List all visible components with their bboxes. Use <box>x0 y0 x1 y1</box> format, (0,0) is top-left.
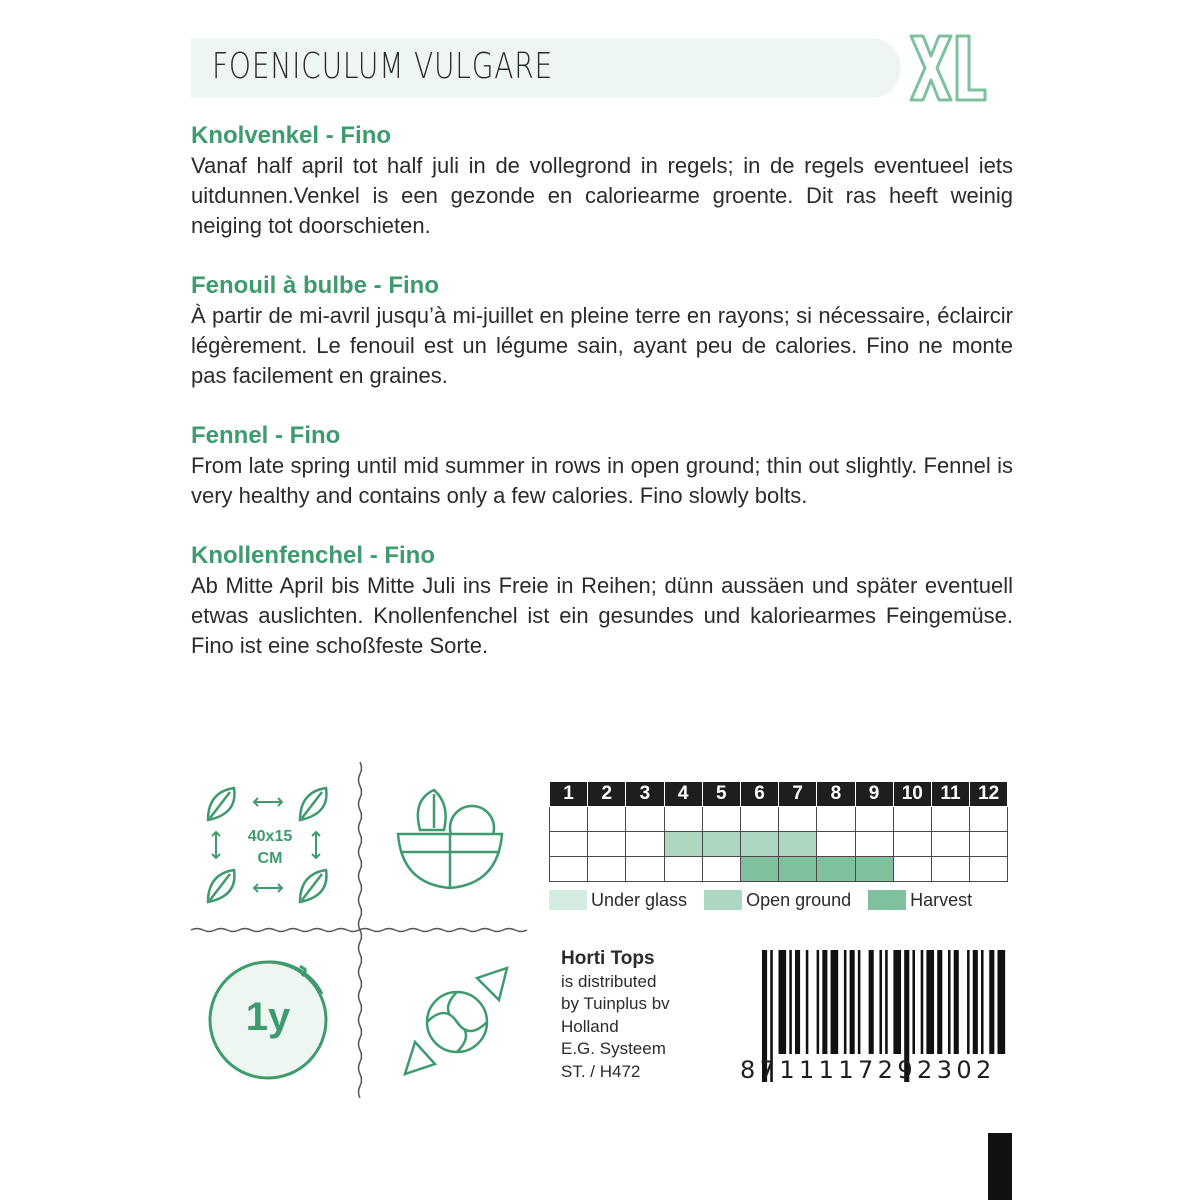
barcode-bar <box>789 950 792 1054</box>
latin-name-title: FOENICULUM VULGARE <box>212 46 554 87</box>
barcode-bar <box>998 950 1006 1054</box>
legend-swatch-under-glass <box>549 890 587 910</box>
section-english <box>191 421 1013 511</box>
xl-badge-icon <box>905 30 989 106</box>
calendar-cell <box>855 857 893 882</box>
section-body: À partir de mi-avril jusqu’à mi-juillet en pleine terre en rayons; si nécessaire, éclaircir légèrement. Le fenouil est un légume sain, ayant peu de calories. Fino ne monte pas facilement en graines. <box>191 303 1013 388</box>
month-2: 2 <box>588 782 626 807</box>
distributor-line: Holland <box>561 1016 619 1036</box>
barcode-bar <box>921 950 924 1054</box>
legend-swatch-harvest <box>868 890 906 910</box>
brand-name: Horti Tops <box>561 948 655 969</box>
calendar-cell <box>779 807 817 832</box>
calendar-cell <box>931 857 969 882</box>
calendar-cell <box>779 832 817 857</box>
legend-label: Under glass <box>591 889 688 910</box>
calendar-cell <box>664 807 702 832</box>
month-3: 3 <box>626 782 664 807</box>
calendar-cell <box>855 832 893 857</box>
calendar-cell <box>740 807 778 832</box>
calendar-cell <box>550 832 588 857</box>
calendar-cell <box>740 857 778 882</box>
calendar-cell <box>702 807 740 832</box>
barcode-bar <box>858 950 861 1054</box>
calendar-row-harvest <box>550 857 1008 882</box>
month-6: 6 <box>740 782 778 807</box>
distributor-line: E.G. Systeem <box>561 1039 666 1058</box>
section-body: From late spring until mid summer in rows in open ground; thin out slightly. Fennel is very healthy and contains only a few calories. Fino slowly bolts. <box>191 453 1013 508</box>
section-dutch <box>191 121 1013 241</box>
section-body: Ab Mitte April bis Mitte Juli ins Freie in Reihen; dünn aussäen und später eventuell etwas auslichten. Knollenfenchel ist ein gesundes und kaloriearmes Feingemüse. Fino ist eine schoßfeste Sorte. <box>191 573 1013 658</box>
month-8: 8 <box>817 782 855 807</box>
barcode-bar <box>869 950 874 1054</box>
barcode-bar <box>912 950 915 1054</box>
calendar-cell <box>740 832 778 857</box>
section-heading: Knolvenkel - Fino <box>191 122 392 149</box>
calendar-month-header <box>550 782 1008 807</box>
calendar-cell <box>817 832 855 857</box>
barcode-bar <box>879 950 882 1054</box>
calendar-cell <box>702 857 740 882</box>
calendar-cell <box>817 807 855 832</box>
calendar-cell <box>893 807 931 832</box>
barcode-bar <box>822 950 827 1054</box>
calendar-row-under-glass <box>550 807 1008 832</box>
wavy-divider-horizontal <box>191 925 531 935</box>
calendar-cell <box>931 832 969 857</box>
calendar-legend <box>549 889 984 911</box>
section-german <box>191 541 1013 661</box>
calendar-cell <box>931 807 969 832</box>
legend-label: Open ground <box>746 889 852 910</box>
calendar-cell <box>664 832 702 857</box>
barcode-bar <box>989 950 994 1054</box>
month-12: 12 <box>970 782 1008 807</box>
vegetable-bowl-icon <box>390 780 515 900</box>
barcode-bar <box>844 950 847 1054</box>
distributor-line: by Tuinplus bv <box>561 994 670 1013</box>
sowing-calendar <box>549 781 1008 882</box>
barcode-bar <box>831 950 839 1054</box>
calendar-cell <box>626 832 664 857</box>
distributor-line: ST. / H472 <box>561 1061 641 1081</box>
calendar-cell <box>626 857 664 882</box>
legend-swatch-open-ground <box>704 890 742 910</box>
calendar-cell <box>893 857 931 882</box>
calendar-cell <box>779 857 817 882</box>
distributor-line: is distributed <box>561 971 657 991</box>
month-1: 1 <box>550 782 588 807</box>
month-9: 9 <box>855 782 893 807</box>
calendar-cell <box>588 832 626 857</box>
barcode-bar <box>795 950 800 1054</box>
barcode-bar <box>948 950 951 1054</box>
spacing-value: 40x15 <box>247 828 293 845</box>
barcode-bar <box>893 950 901 1054</box>
calendar-cell <box>893 832 931 857</box>
section-french <box>191 271 1013 391</box>
edge-mark <box>988 1133 1012 1200</box>
calendar-cell <box>588 807 626 832</box>
section-heading: Fennel - Fino <box>191 422 341 449</box>
month-4: 4 <box>664 782 702 807</box>
barcode-bar <box>926 950 934 1054</box>
barcode-number: 8711117292302 <box>740 1056 996 1084</box>
calendar-cell <box>550 807 588 832</box>
lifecycle-label: 1y <box>245 995 291 1039</box>
spacing-unit: CM <box>257 850 283 867</box>
barcode-bar <box>981 950 984 1054</box>
barcode-bar <box>937 950 942 1054</box>
calendar-cell <box>970 807 1008 832</box>
barcode-bar <box>885 950 888 1054</box>
section-heading: Knollenfenchel - Fino <box>191 542 435 569</box>
calendar-cell <box>626 807 664 832</box>
candy-icon <box>395 960 520 1085</box>
barcode-bar <box>954 950 959 1054</box>
month-7: 7 <box>779 782 817 807</box>
distributor-info <box>561 948 670 1083</box>
calendar-cell <box>664 857 702 882</box>
calendar-cell <box>970 832 1008 857</box>
month-11: 11 <box>931 782 969 807</box>
calendar-cell <box>550 857 588 882</box>
barcode-bar <box>850 950 855 1054</box>
legend-label: Harvest <box>910 889 973 910</box>
month-5: 5 <box>702 782 740 807</box>
barcode-bar <box>779 950 787 1054</box>
barcode-bar <box>967 950 970 1054</box>
calendar-cell <box>702 832 740 857</box>
section-heading: Fenouil à bulbe - Fino <box>191 272 439 299</box>
barcode-bar <box>973 950 978 1054</box>
calendar-cell <box>588 857 626 882</box>
calendar-cell <box>817 857 855 882</box>
barcode-bar <box>817 950 820 1054</box>
calendar-cell <box>855 807 893 832</box>
barcode-bar <box>806 950 809 1054</box>
calendar-cell <box>970 857 1008 882</box>
month-10: 10 <box>893 782 931 807</box>
calendar-row-open-ground <box>550 832 1008 857</box>
section-body: Vanaf half april tot half juli in de vollegrond in regels; in de regels eventueel iets uitdunnen.Venkel is een gezonde en caloriearme groente. Dit ras heeft weinig neiging tot doorschieten. <box>191 153 1013 238</box>
